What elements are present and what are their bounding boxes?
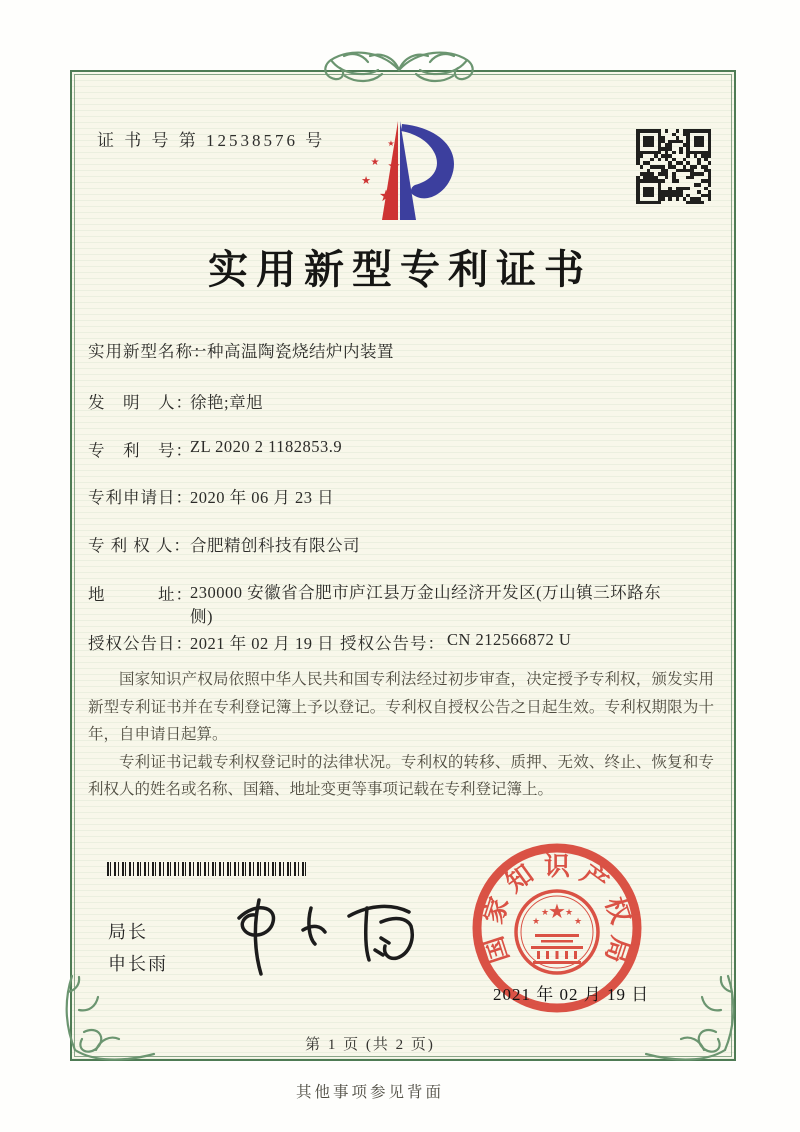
svg-text:★: ★	[548, 901, 566, 923]
certificate-number: 证 书 号 第 12538576 号	[97, 131, 326, 150]
certificate-title: 实用新型专利证书	[208, 247, 592, 292]
legal-paragraph-1: 国家知识产权局依照中华人民共和国专利法经过初步审查，决定授予专利权，颁发实用新型专利证书并在专利登记簿上予以登记。专利权自授权公告之日起生效。专利权期限为十年，自申请日起算。	[88, 671, 714, 743]
field-label: 专 利 号：	[88, 441, 193, 460]
officer-name: 申长雨	[108, 954, 168, 974]
barcode-icon	[107, 862, 307, 876]
svg-text:★: ★	[387, 159, 401, 175]
field-label: 地 址：	[88, 585, 193, 604]
field-label: 专 利 权 人：	[88, 536, 191, 555]
field-value: 230000 安徽省合肥市庐江县万金山经济开发区(万山镇三环路东侧)	[190, 583, 662, 626]
field-label: 授权公告号：	[340, 634, 445, 653]
field-value: 2021 年 02 月 19 日	[190, 634, 335, 653]
svg-text:家: 家	[478, 893, 515, 928]
svg-text:权: 权	[599, 893, 636, 928]
svg-text:识: 识	[543, 851, 571, 881]
svg-text:★: ★	[387, 139, 395, 148]
field-value: 2020 年 06 月 23 日	[190, 488, 335, 507]
svg-text:★: ★	[540, 907, 550, 917]
svg-text:局: 局	[599, 932, 636, 967]
field-label: 实用新型名称：	[88, 342, 211, 361]
field-value: 一种高温陶瓷烧结炉内装置	[190, 342, 394, 361]
field-value: ZL 2020 2 1182853.9	[190, 437, 343, 456]
svg-text:知: 知	[500, 859, 539, 898]
svg-text:★: ★	[564, 907, 574, 917]
field-label: 发 明 人：	[88, 393, 193, 412]
field-label: 专利申请日：	[88, 488, 193, 507]
field-value: CN 212566872 U	[447, 630, 572, 649]
page-number: 第 1 页 (共 2 页)	[305, 1037, 435, 1053]
top-center-ornament-icon	[299, 42, 499, 96]
field-value: 合肥精创科技有限公司	[190, 536, 360, 555]
svg-text:产: 产	[575, 859, 614, 898]
cnipa-logo-icon	[338, 118, 470, 233]
svg-text:★: ★	[531, 916, 541, 926]
seal-date: 2021 年 02 月 19 日	[493, 985, 650, 1004]
legal-text	[88, 666, 714, 804]
field-value: 徐艳;章旭	[190, 393, 264, 412]
legal-paragraph-2: 专利证书记载专利权登记时的法律状况。专利权的转移、质押、无效、终止、恢复和专利权人的姓名或名称、国籍、地址变更等事项记载在专利登记簿上。	[88, 753, 714, 798]
field-label: 授权公告日：	[88, 634, 193, 653]
back-note: 其他事项参见背面	[295, 1084, 444, 1101]
svg-text:国: 国	[478, 932, 515, 967]
svg-text:★: ★	[361, 175, 371, 187]
svg-text:★: ★	[378, 188, 394, 205]
qr-code-icon	[636, 129, 711, 204]
officer-title: 局长	[108, 922, 148, 942]
national-emblem-icon	[516, 891, 598, 973]
director-signature-icon	[225, 882, 425, 992]
svg-text:★: ★	[573, 916, 583, 926]
svg-text:★: ★	[370, 157, 380, 168]
